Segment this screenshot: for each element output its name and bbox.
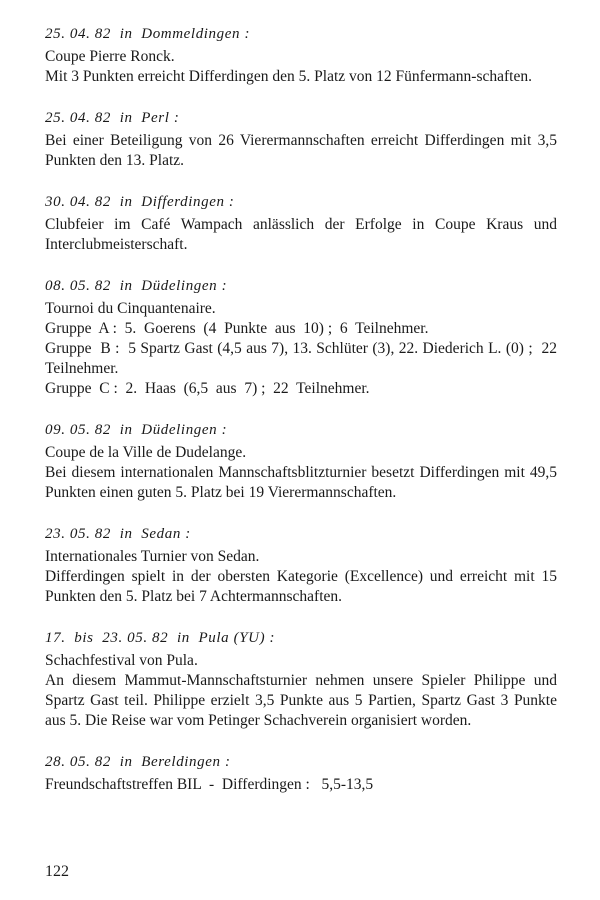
entry-heading: 23. 05. 82 in Sedan : <box>45 526 191 542</box>
entry-dommeldingen <box>45 24 557 87</box>
entry-heading: 30. 04. 82 in Differdingen : <box>45 194 235 210</box>
entry-paragraph: Gruppe B : 5 Spartz Gast (4,5 aus 7), 13. Schlüter (3), 22. Diederich L. (0) ; 22 Teilnehmer. <box>45 340 565 377</box>
entry-paragraph: Differdingen spielt in der obersten Kategorie (Excellence) und erreicht mit 15 Punkten den 5. Platz bei 7 Achtermannschaften. <box>45 568 561 605</box>
entry-paragraph: Internationales Turnier von Sedan. <box>45 548 260 565</box>
entry-heading: 28. 05. 82 in Bereldingen : <box>45 754 231 770</box>
entry-paragraph: An diesem Mammut-Mannschaftsturnier nehmen unsere Spieler Philippe und Spartz Gast teil. Philippe erzielt 3,5 Punkte aus 5 Partien, Spartz Gast 3 Punkte aus 5. Die Reise war vom Petinger Schachverein organisiert worden. <box>45 672 561 729</box>
entry-paragraph: Tournoi du Cinquantenaire. <box>45 300 216 317</box>
entry-heading: 08. 05. 82 in Düdelingen : <box>45 278 228 294</box>
entry-paragraph: Gruppe C : 2. Haas (6,5 aus 7) ; 22 Teilnehmer. <box>45 380 370 397</box>
entry-bereldingen <box>45 752 557 795</box>
entry-paragraph: Gruppe A : 5. Goerens (4 Punkte aus 10) ; 6 Teilnehmer. <box>45 320 429 337</box>
entry-pula <box>45 628 561 731</box>
entry-paragraph: Mit 3 Punkten erreicht Differdingen den 5. Platz von 12 Fünfermann-schaften. <box>45 68 532 85</box>
entry-paragraph: Coupe de la Ville de Dudelange. <box>45 444 247 461</box>
page-number: 122 <box>45 863 69 880</box>
entry-paragraph: Clubfeier im Café Wampach anlässlich der Erfolge in Coupe Kraus und Interclubmeisterschaft. <box>45 216 561 253</box>
entry-paragraph: Coupe Pierre Ronck. <box>45 48 175 65</box>
entry-paragraph: Bei einer Beteiligung von 26 Vierermannschaften erreicht Differdingen mit 3,5 Punkten den 13. Platz. <box>45 132 561 169</box>
entry-sedan <box>45 524 561 607</box>
entry-paragraph: Bei diesem internationalen Mannschaftsblitzturnier besetzt Differdingen mit 49,5 Punkten einen guten 5. Platz bei 19 Vierermannschaften. <box>45 464 561 501</box>
entry-paragraph: Schachfestival von Pula. <box>45 652 198 669</box>
document-page <box>45 24 565 816</box>
entry-heading: 25. 04. 82 in Dommeldingen : <box>45 26 251 42</box>
entry-differdingen <box>45 192 561 255</box>
entry-duedelingen-coupe <box>45 420 561 503</box>
entry-heading: 09. 05. 82 in Düdelingen : <box>45 422 228 438</box>
entry-perl <box>45 108 561 171</box>
entry-duedelingen-tournoi <box>45 276 565 399</box>
entry-heading: 25. 04. 82 in Perl : <box>45 110 180 126</box>
entry-heading: 17. bis 23. 05. 82 in Pula (YU) : <box>45 630 276 646</box>
entry-paragraph: Freundschaftstreffen BIL - Differdingen : 5,5-13,5 <box>45 776 374 793</box>
